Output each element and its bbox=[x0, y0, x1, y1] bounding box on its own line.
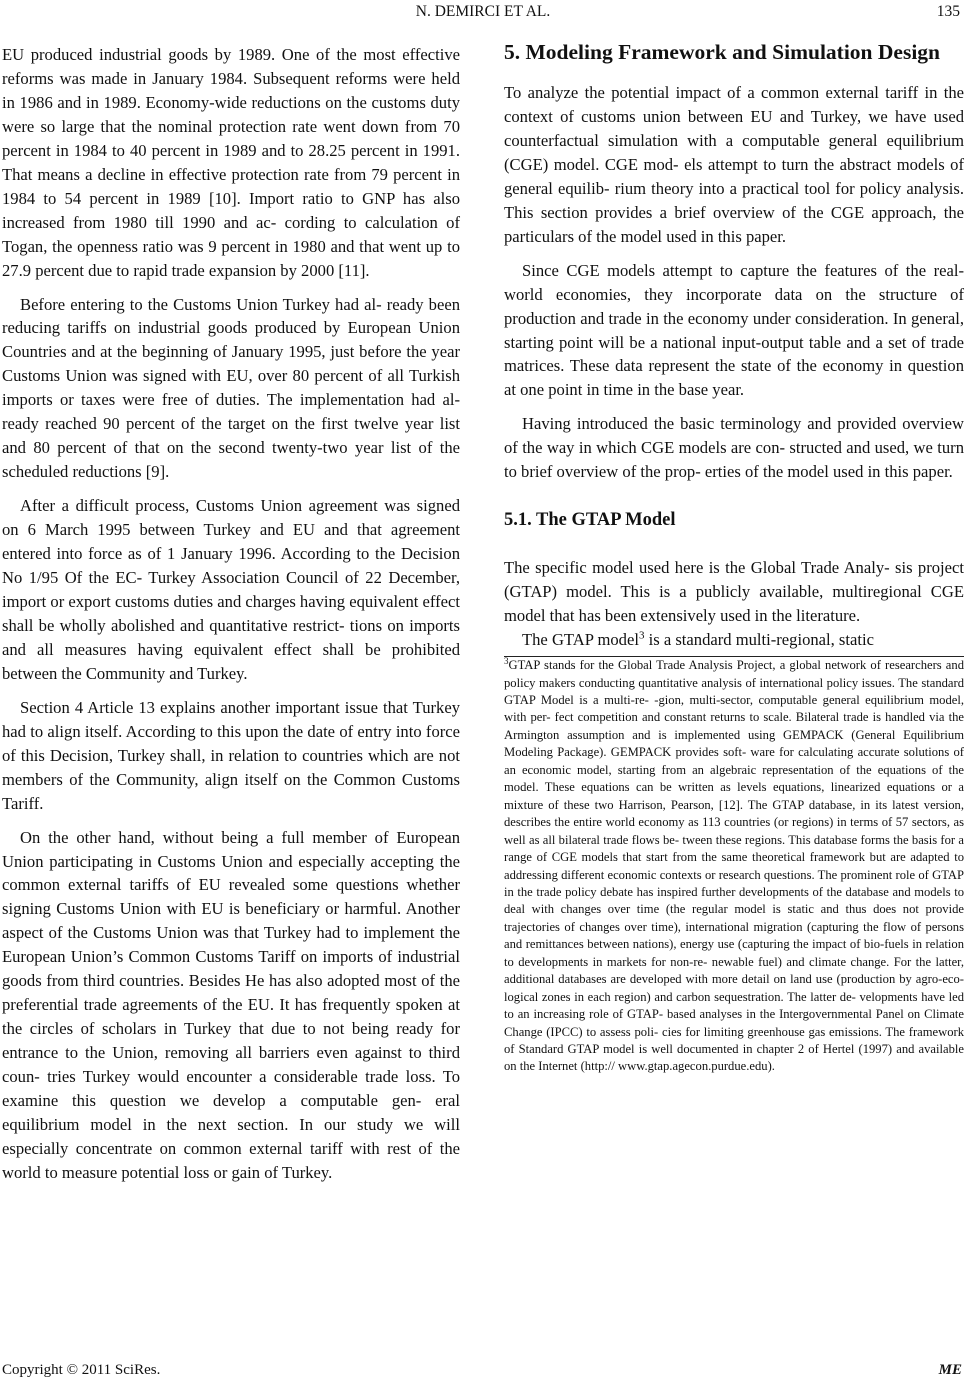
copyright-notice: Copyright © 2011 SciRes. bbox=[2, 1362, 161, 1378]
right-paragraph-3: Having introduced the basic terminology and provided overview of the way in which CGE models are con- structed and used, we turn to brief overview of the prop- erties of the model used in this paper. bbox=[504, 414, 964, 482]
footnote-reference[interactable]: 3 bbox=[638, 629, 645, 642]
page-number: 135 bbox=[936, 3, 960, 20]
left-paragraph-4: Section 4 Article 13 explains another important issue that Turkey had to align itself. According to this upon the date of entry into force of this Decision, Turkey shall, in relation to countries which are not members of the Community, align itself on the Common Customs Tariff. bbox=[2, 697, 460, 813]
running-title: N. DEMIRCI ET AL. bbox=[415, 3, 551, 20]
right-paragraph-2: Since CGE models attempt to capture the features of the real-world economies, they incorporate data on the structure of production and trade in the economy under consideration. In general, starting point will be a national input-output table and a set of trade matrices. These data represent the state of the economy in question at one point in time in the base year. bbox=[504, 260, 964, 400]
right-column bbox=[504, 40, 964, 1076]
left-paragraph-5: On the other hand, without being a full member of European Union participating in Customs Union and especially accepting the common external tariffs of EU revealed some questions whether signing Customs Union with EU is beneficiary or harmful. Another aspect of the Customs Union was that Turkey had to implement the European Union’s Common Customs Tariff on imports of industrial goods from third countries. Besides He has also adopted most of the preferential trade agreements of the EU. It has frequently spoken at the circles of scholars in Turkey that due to not being ready for entrance to the Union, removing all barriers even against to third coun- tries Turkey would encounter a considerable trade loss. To examine this question we develop a computable gen- eral equilibrium model in the next section. In our study we will especially concentrate on common external tariff with rest of the world to measure potential loss or gain of Turkey. bbox=[2, 827, 460, 1182]
left-paragraph-2: Before entering to the Customs Union Turkey had al- ready been reducing tariffs on industrial goods produced by European Union Countries and at the beginning of January 1995, just before the year Customs Union was signed with EU, over 80 percent of all Turkish imports or taxes were free of duties. The implementation had al- ready reached 90 percent of the target on the first twelve year list and 80 percent of that on the second twenty-two year list of the scheduled reductions [9]. bbox=[2, 294, 460, 482]
footnote-marker: 3 bbox=[504, 655, 509, 666]
right-paragraph-4: The specific model used here is the Global Trade Analy- sis project (GTAP) model. This is a publicly available, multiregional CGE model that has been extensively used in the literature. bbox=[504, 558, 964, 626]
footnote bbox=[504, 657, 964, 1076]
section-heading: 5. Modeling Framework and Simulation Design bbox=[504, 40, 940, 64]
right-paragraph-5 bbox=[504, 628, 964, 652]
journal-abbreviation: ME bbox=[938, 1362, 962, 1378]
footnote-text: GTAP stands for the Global Trade Analysis Project, a global network of researchers and policy makers conducting quantitative analysis of international policy issues. The standard GTAP Model is a multi-re- -gion, multi-sector, computable general equilibrium model, with per- fect competition and constant returns to scale. Bilateral trade is handled via the Armington assumption and is implemented using GEMPACK (General Equilibrium Modeling Package). GEMPACK provides soft- ware for calculating accurate solutions of an economic model, starting from an algebraic representation of the equations of the model. These equations can be written as levels equations, linearized equations or a mixture of these two Harrison, Pearson, [12]. The GTAP database, in its latest version, describes the entire world economy as 113 countries (or regions) in terms of 57 sectors, as well as all bilateral trade flows be- tween these regions. This database forms the basis for a range of CGE models that start from the same theoretical framework but are adapted to addressing different economic contexts or research questions. The prominent role of GTAP in the trade policy debate has inspired further developments of the database and models to deal with changes over time (the regular model is static and thus does not provide trajectories of changes over time), international migration (capturing the flow of persons and remittances between nations), energy use (capturing the impact of bio-fuels in relation to developments in markets for non-re- newable fuel) and climate change. For the latter, additional databases are developed with more detail on land use (production by agro-eco- logical zones in each region) and carbon sequestration. The latter de- velopments have led to an increasing role of GTAP- based analyses in the Intergovernmental Panel on Climate Change (IPCC) to assess poli- cies for limiting greenhouse gas emissions. The framework of Standard GTAP model is well documented in chapter 2 of Hertel (1997) and available on the Internet (http:// www.gtap.agecon.purdue.edu). bbox=[504, 658, 964, 1074]
subsection-heading: 5.1. The GTAP Model bbox=[504, 510, 676, 531]
paragraph-5-rest: is a standard multi-regional, static bbox=[644, 630, 874, 650]
left-paragraph-3: After a difficult process, Customs Union agreement was signed on 6 March 1995 between Turkey and EU and that agreement entered into force as of 1 January 1996. According to the Decision No 1/95 Of the EC- Turkey Association Council of 22 December, import or export customs duties and charges having equivalent effect shall be wholly abolished and quantitative restrict- tions on imports and all measures having equivalent effect shall be prohibited between the Community and Turkey. bbox=[2, 496, 460, 683]
left-paragraph-1: EU produced industrial goods by 1989. One of the most effective reforms was made in January 1984. Subsequent reforms were held in 1986 and in 1989. Economy-wide reductions on the customs duty were so large that the nominal protection rate went down from 70 percent in 1984 to 40 percent in 1989 and to 28.25 percent in 1991. That means a decline in effective protection rate from 79 percent in 1984 to 54 percent in 1989 [10]. Import ratio to GNP has also increased from 1980 till 1990 and ac- cording to calculation of Togan, the openness ratio was 9 percent in 1980 and that went up to 27.9 percent due to rapid trade expansion by 2000 [11]. bbox=[2, 45, 460, 280]
right-paragraph-1: To analyze the potential impact of a common external tariff in the context of customs union between EU and Turkey, we have used counterfactual simulation with a computable general equilibrium (CGE) model. CGE mod- els attempt to turn the abstract models of general equilib- rium theory into a practical tool for policy analysis. This section provides a brief overview of the CGE approach, the particulars of the model used in this paper. bbox=[504, 83, 964, 246]
paragraph-5-lead: The GTAP model bbox=[522, 630, 639, 650]
page-footer bbox=[0, 1362, 966, 1384]
running-header bbox=[0, 3, 966, 23]
left-column bbox=[2, 43, 460, 1185]
